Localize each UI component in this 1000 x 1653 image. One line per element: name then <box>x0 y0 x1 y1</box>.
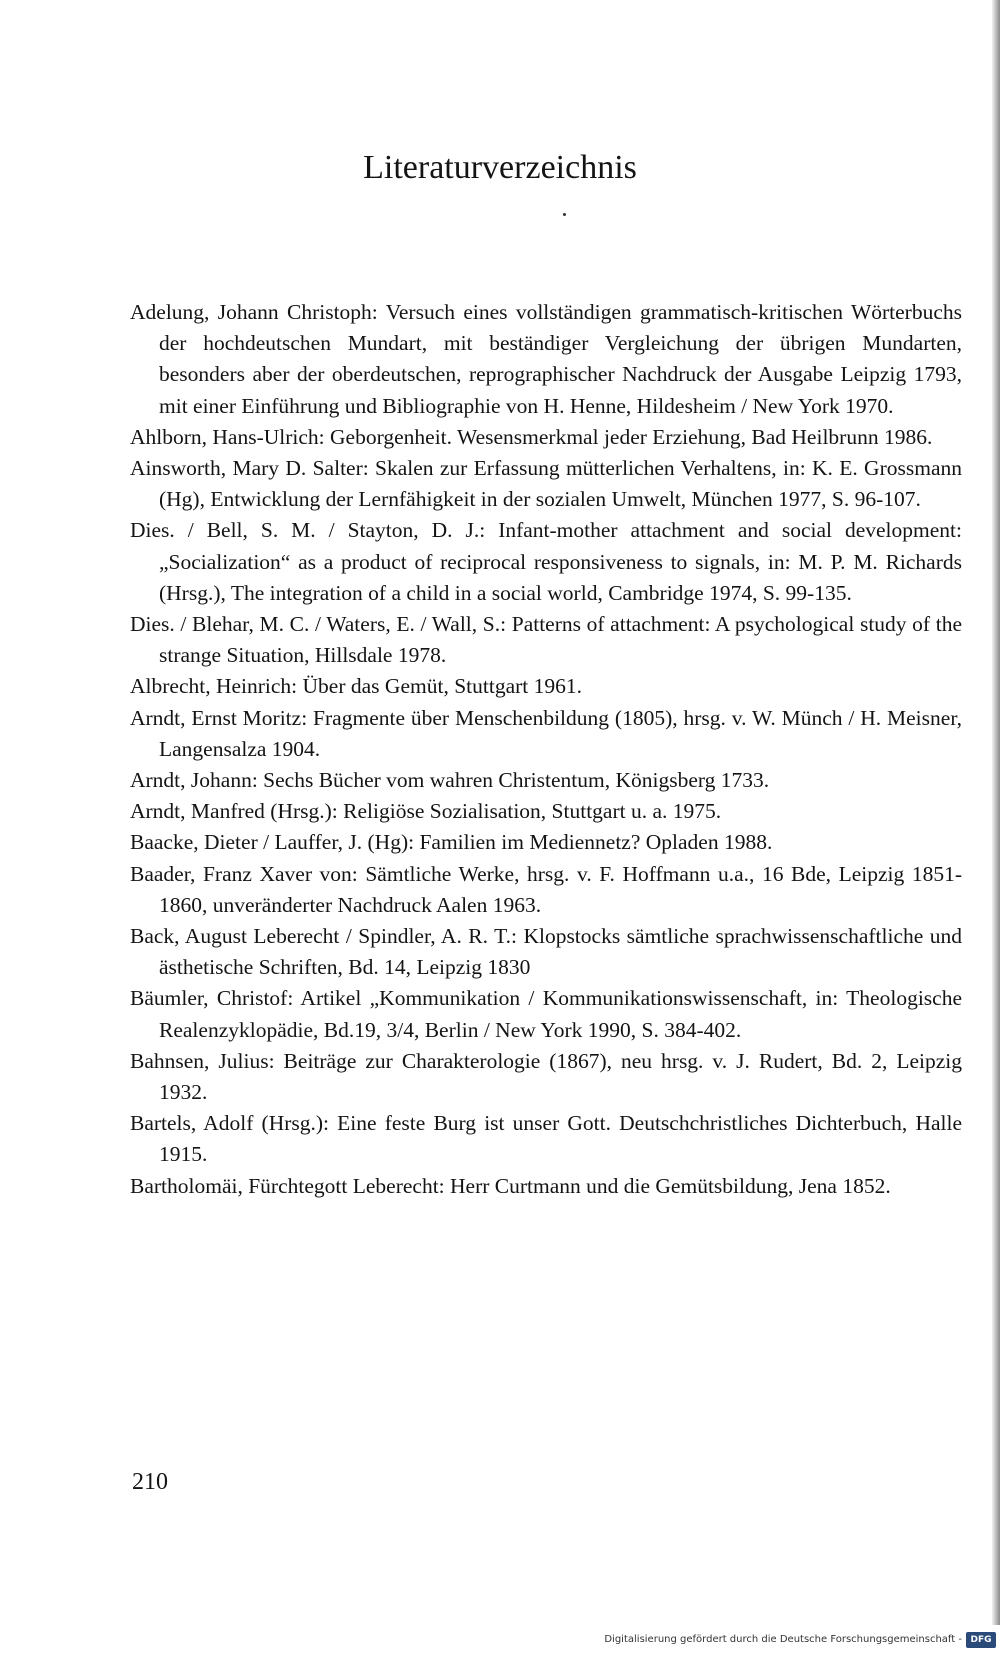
bibliography-entry: Bahnsen, Julius: Beiträge zur Charakterologie (1867), neu hrsg. v. J. Rudert, Bd. 2, Leipzig 1932. <box>130 1048 962 1105</box>
speck <box>563 213 566 216</box>
page-edge-shadow <box>992 0 1000 1625</box>
bibliography-entry: Baader, Franz Xaver von: Sämtliche Werke, hrsg. v. F. Hoffmann u.a., 16 Bde, Leipzig 1851-1860, unveränderter Nachdruck Aalen 1963. <box>130 861 962 917</box>
bibliography-entry: Arndt, Manfred (Hrsg.): Religiöse Sozialisation, Stuttgart u. a. 1975. <box>130 799 722 824</box>
page-number: 210 <box>132 1469 168 1495</box>
dfg-logo: DFG <box>966 1632 996 1648</box>
bibliography-entry: Back, August Leberecht / Spindler, A. R. T.: Klopstocks sämtliche sprachwissenschaftliche und ästhetische Schriften, Bd. 14, Leipzig 1830 <box>130 924 962 980</box>
bibliography-entry: Bartholomäi, Fürchtegott Leberecht: Herr Curtmann und die Gemütsbildung, Jena 1852. <box>130 1173 891 1198</box>
footer-credit-text: Digitalisierung gefördert durch die Deutsche Forschungsgemeinschaft - <box>604 1634 962 1645</box>
bibliography-entry: Ahlborn, Hans-Ulrich: Geborgenheit. Wesensmerkmal jeder Erziehung, Bad Heilbrunn 1986. <box>130 424 933 449</box>
bibliography-entry: Albrecht, Heinrich: Über das Gemüt, Stuttgart 1961. <box>130 674 582 699</box>
page-title: Literaturverzeichnis <box>363 149 637 186</box>
digitization-footer <box>0 1628 1000 1653</box>
bibliography-entry: Arndt, Johann: Sechs Bücher vom wahren Christentum, Königsberg 1733. <box>130 768 770 793</box>
bibliography-entry: Ainsworth, Mary D. Salter: Skalen zur Erfassung mütterlichen Verhaltens, in: K. E. Grossmann (Hg), Entwicklung der Lernfähigkeit in der sozialen Umwelt, München 1977, S. 96-107. <box>130 456 962 512</box>
bibliography-entry: Dies. / Blehar, M. C. / Waters, E. / Wall, S.: Patterns of attachment: A psychological study of the strange Situation, Hillsdale 1978. <box>130 612 962 668</box>
bibliography-entry: Bartels, Adolf (Hrsg.): Eine feste Burg ist unser Gott. Deutschchristliches Dichterbuch, Halle 1915. <box>130 1111 962 1167</box>
bibliography-entry: Arndt, Ernst Moritz: Fragmente über Menschenbildung (1805), hrsg. v. W. Münch / H. Meisner, Langensalza 1904. <box>130 705 962 761</box>
bibliography-entry: Baacke, Dieter / Lauffer, J. (Hg): Familien im Mediennetz? Opladen 1988. <box>130 830 773 855</box>
bibliography-entry: Bäumler, Christof: Artikel „Kommunikation / Kommunikationswissenschaft, in: Theologische Realenzyklopädie, Bd.19, 3/4, Berlin / New York 1990, S. 384-402. <box>130 986 962 1042</box>
bibliography-entry: Dies. / Bell, S. M. / Stayton, D. J.: Infant-mother attachment and social development: „Socialization“ as a product of reciprocal responsiveness to signals, in: M. P. M. Richards (Hrsg.), The integration of a child in a social world, Cambridge 1974, S. 99-135. <box>130 518 962 605</box>
bibliography-list <box>130 297 962 1202</box>
bibliography-entry: Adelung, Johann Christoph: Versuch eines vollständigen grammatisch-kritischen Wörterbuchs der hochdeutschen Mundart, mit beständiger Vergleichung der übrigen Mundarten, besonders aber der oberdeutschen, reprographischer Nachdruck der Ausgabe Leipzig 1793, mit einer Einführung und Bibliographie von H. Henne, Hildesheim / New York 1970. <box>130 300 962 418</box>
